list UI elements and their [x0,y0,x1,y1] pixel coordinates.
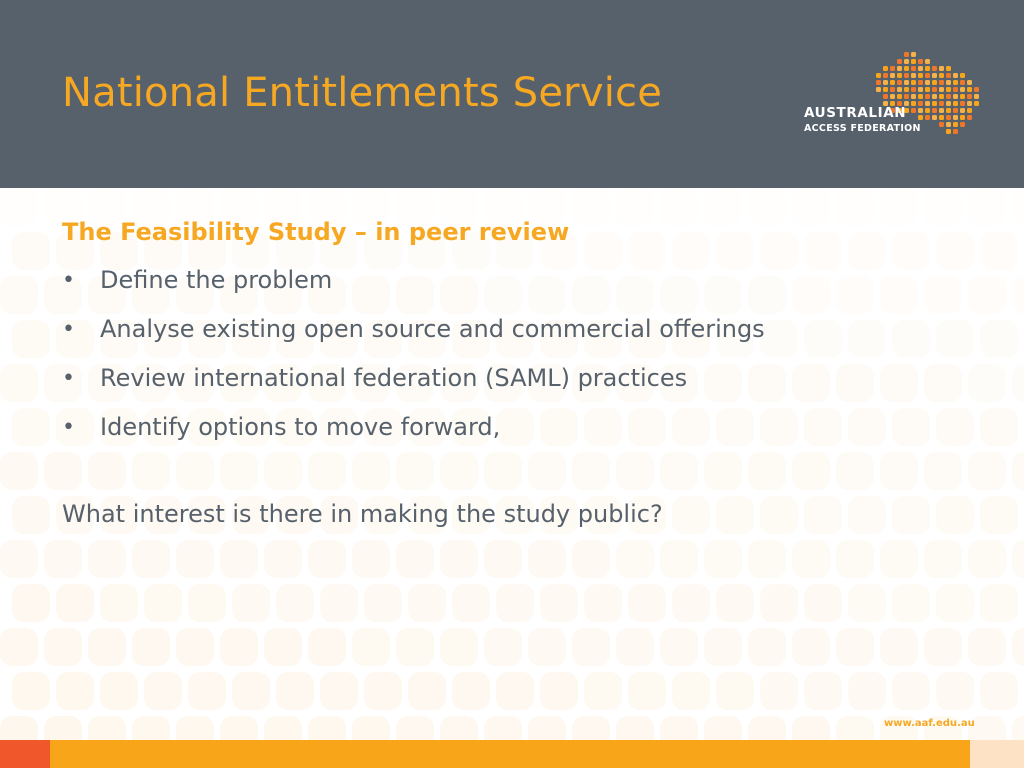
bullet-item [62,256,982,305]
slide-title: National Entitlements Service [62,70,663,116]
bullet-icon: • [62,415,75,440]
footer-url: www.aaf.edu.au [884,718,975,729]
bullet-item [62,305,982,354]
bullet-icon: • [62,317,75,342]
logo-text-line1: AUSTRALIAN [804,105,907,121]
bullet-text: Identify options to move forward, [100,413,501,441]
bullet-item [62,354,982,403]
footer-bar-orange [50,740,970,768]
aaf-logo [800,52,980,142]
slide-content [62,218,982,528]
bullet-text: Review international federation (SAML) practices [100,364,688,392]
logo-text-line2: ACCESS FEDERATION [804,123,921,134]
bullet-text: Define the problem [100,266,333,294]
section-heading: The Feasibility Study – in peer review [62,218,570,246]
bullet-item [62,403,982,452]
bullet-icon: • [62,268,75,293]
bullet-list [62,256,982,452]
bullet-text: Analyse existing open source and commercial offerings [100,315,765,343]
closing-question: What interest is there in making the study public? [62,500,663,528]
footer-bar-red [0,740,50,768]
slide-header [0,0,1024,188]
bullet-icon: • [62,366,75,391]
footer-bar-light [970,740,1024,768]
